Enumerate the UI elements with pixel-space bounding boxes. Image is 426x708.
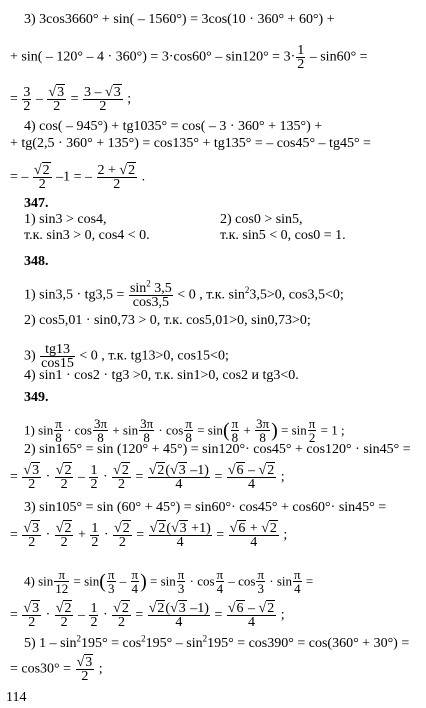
fraction: $\frac{\pi}{4}$ xyxy=(294,567,301,596)
fraction: $\frac{\pi}{8}$ xyxy=(231,416,239,445)
line-4: 4) cos( – 945°) + tg1035° = cos( – 3 · 360° + 135°) + xyxy=(24,119,323,134)
problem-348-item3: 3) $\frac{tg13}{\cos 15}$ < 0 , т.к. tg13>0, cos15<0; xyxy=(24,342,229,371)
fraction: $\frac{1}{2}$ xyxy=(297,43,305,72)
fraction: $\frac{\pi}{4}$ xyxy=(216,567,224,596)
problem-347-item1-reason: т.к. sin3 > 0, cos4 < 0. xyxy=(24,228,150,243)
problem-348-item1: 1) sin3,5 · tg3,5 = $\frac{\sin^2 3,5}{\cos 3,5}$ < 0 , т.к. $\sin^23,5>0$, cos3,5<0; xyxy=(24,278,344,310)
fraction: √ $\frac{2}{2}$ xyxy=(55,522,74,549)
fraction: √ $\frac{2}{2}$ xyxy=(113,522,132,549)
problem-349-item4: 4) sin $\frac{\pi}{12}$ = sin( $\frac{\pi}{3}$ – $\frac{\pi}{4}$ ) = sin $\frac{\pi}{3}$ · cos $\frac{\pi}{4}$ – cos $\frac{\pi}{3}$ · sin $\frac{\pi}{4}$ = xyxy=(24,567,314,596)
line-4-cont: + tg(2,5 · 360° + 135°) = cos135° + tg135° = – cos45° – tg45° = xyxy=(10,136,371,151)
fraction: $\frac{1}{2}$ xyxy=(90,463,98,492)
fraction: $\frac{3}{2}$ xyxy=(23,85,31,114)
problem-347-item1: 1) sin3 > cos4, xyxy=(24,212,107,227)
line-3: 3) 3cos3660° + sin( – 1560°) = 3cos(10 · 360° + 60°) + xyxy=(24,12,335,27)
fraction: √ $\frac{3}{2}$ xyxy=(76,656,95,683)
fraction: √ $\frac{2(√ 3 -1)}{4}$ xyxy=(148,464,210,491)
fraction: $\frac{2 + √ 2}{2}$ xyxy=(97,164,138,191)
fraction: √ $\frac{2}{2}$ xyxy=(55,464,74,491)
problem-348-heading: 348. xyxy=(24,254,49,269)
problem-348-item4: 4) sin1 · cos2 · tg3 >0, т.к. sin1>0, cos2 и tg3<0. xyxy=(24,368,299,383)
problem-349-item3-result: = √ $\frac{3}{2}$ · √ $\frac{2}{2}$ + $\frac{1}{2}$ · √ $\frac{2}{2}$ = √ $\frac{2(√ 3 +1)}{4}$ = √ $\frac{6 + √ 2}{4}$ ; xyxy=(10,522,287,549)
fraction: √ $\frac{3}{2}$ xyxy=(22,464,41,491)
fraction: √ $\frac{2}{2}$ xyxy=(112,602,131,629)
fraction: √ $\frac{2}{2}$ xyxy=(55,602,74,629)
fraction: $\frac{1}{2}$ xyxy=(91,521,99,550)
problem-347-heading: 347. xyxy=(24,196,49,211)
fraction: √ $\frac{6 - √ 2}{4}$ xyxy=(227,464,276,491)
fraction: √ $\frac{2(√ 3 -1)}{4}$ xyxy=(148,602,210,629)
fraction: $\frac{3\pi}{8}$ xyxy=(140,416,154,445)
fraction: √ $\frac{3}{2}$ xyxy=(22,602,41,629)
fraction: $\frac{\pi}{3}$ xyxy=(177,567,185,596)
problem-349-item4-result: = √ $\frac{3}{2}$ · √ $\frac{2}{2}$ – $\frac{1}{2}$ · √ $\frac{2}{2}$ = √ $\frac{2(√ 3 -1)}{4}$ = √ $\frac{6 - √ 2}{4}$ ; xyxy=(10,602,285,629)
problem-349-item5: 5) $1 - \sin^2195^\circ = \cos^2195^\circ - \sin^2195^\circ = \cos 390^\circ = \cos(360^\circ + 30^\circ)$ = xyxy=(24,633,410,651)
line-3-cont: + sin( – 120° – 4 · 360°) = 3·cos60° – sin120° = 3· $\frac{1}{2}$ – sin60° = xyxy=(10,43,368,72)
problem-349-heading: 349. xyxy=(24,390,49,405)
fraction: $\frac{3\pi}{8}$ xyxy=(94,416,108,445)
problem-349-item2: 2) sin165° = sin (120° + 45°) = sin120°· cos45° + cos120° · sin45° = xyxy=(24,442,411,457)
fraction: $\frac{3\pi}{8}$ xyxy=(256,416,270,445)
problem-349-item2-result: = √ $\frac{3}{2}$ · √ $\frac{2}{2}$ – $\frac{1}{2}$ · √ $\frac{2}{2}$ = √ $\frac{2(√ 3 -1)}{4}$ = √ $\frac{6 - √ 2}{4}$ ; xyxy=(10,464,285,491)
fraction: √ $\frac{2}{2}$ xyxy=(112,464,131,491)
page-number: 114 xyxy=(6,690,27,705)
fraction: √ $\frac{2}{2}$ xyxy=(33,164,52,191)
line-4-result: = – √ $\frac{2}{2}$ –1 = – $\frac{2 + √ 2}{2}$ . xyxy=(10,164,145,191)
fraction: $\frac{\pi}{2}$ xyxy=(308,416,316,445)
fraction: √ $\frac{6 + √ 2}{4}$ xyxy=(229,522,279,549)
fraction: √ $\frac{2(√ 3 +1)}{4}$ xyxy=(149,522,212,549)
fraction: $\frac{\pi}{8}$ xyxy=(185,416,192,445)
problem-349-item3: 3) sin105° = sin (60° + 45°) = sin60°· cos45° + cos60°· sin45° = xyxy=(24,500,387,515)
fraction: $\frac{\pi}{12}$ xyxy=(55,567,69,596)
problem-349-item1: 1) sin $\frac{\pi}{8}$ · cos $\frac{3\pi}{8}$ + sin $\frac{3\pi}{8}$ · cos $\frac{\pi}{8}$ = sin( $\frac{\pi}{8}$ + $\frac{3\pi}{8}$ ) = sin $\frac{\pi}{2}$ = 1 ; xyxy=(24,416,345,445)
problem-348-item2: 2) cos5,01 · sin0,73 > 0, т.к. cos5,01>0, sin0,73>0; xyxy=(24,313,311,328)
fraction: $\frac{\pi}{3}$ xyxy=(107,567,115,596)
fraction: $\frac{3 - √ 3}{2}$ xyxy=(83,86,123,113)
problem-349-item5-result: = cos30° = √ $\frac{3}{2}$ ; xyxy=(10,656,103,683)
fraction: $\frac{tg13}{\cos 15}$ xyxy=(41,342,74,371)
fraction: √ $\frac{3}{2}$ xyxy=(22,522,41,549)
fraction: $\frac{\pi}{4}$ xyxy=(131,567,139,596)
fraction: $\frac{\sin^2 3,5}{\cos 3,5}$ xyxy=(129,278,172,310)
problem-347-item2: 2) cos0 > sin5, xyxy=(220,212,303,227)
fraction: $\frac{\pi}{8}$ xyxy=(55,416,62,445)
line-3-result: = $\frac{3}{2}$ – √ $\frac{3}{2}$ = $\frac{3 - √ 3}{2}$ ; xyxy=(10,86,131,113)
fraction: $\frac{1}{2}$ xyxy=(90,601,98,630)
problem-347-item2-reason: т.к. sin5 < 0, cos0 = 1. xyxy=(220,228,346,243)
fraction: $\frac{\pi}{3}$ xyxy=(257,567,265,596)
fraction: √ $\frac{3}{2}$ xyxy=(47,86,66,113)
fraction: √ $\frac{6 - √ 2}{4}$ xyxy=(227,602,276,629)
